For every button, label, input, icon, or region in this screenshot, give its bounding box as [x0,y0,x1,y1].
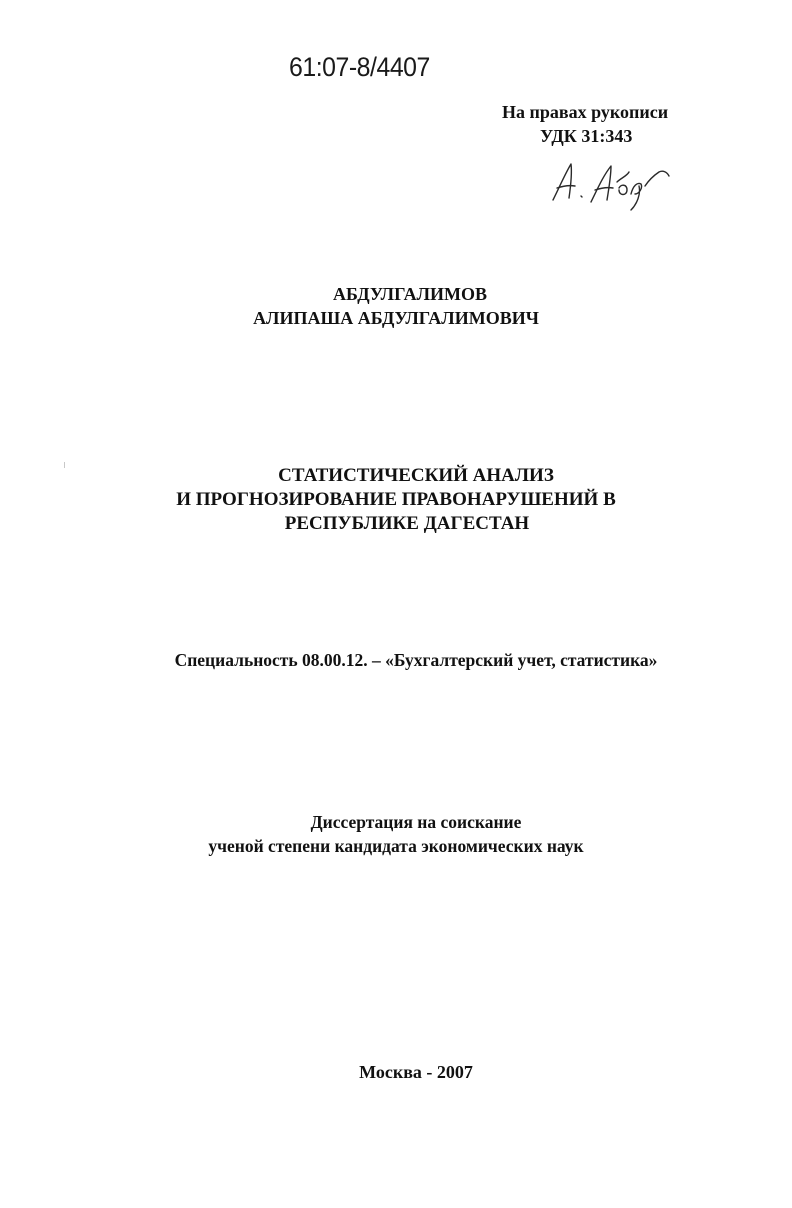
author-block [0,282,792,330]
author-surname: АБДУЛГАЛИМОВ [333,284,487,304]
udk-code: УДК 31:343 [540,126,633,146]
dissertation-title [0,464,792,536]
title-line-1: СТАТИСТИЧЕСКИЙ АНАЛИЗ [278,465,554,486]
archive-stamp-number: 61:07-8/4407 [289,52,430,82]
specialty-line: Специальность 08.00.12. – «Бухгалтерский учет, статистика» [174,650,658,670]
degree-line-2: ученой степени кандидата экономических наук [208,836,584,856]
author-name: АЛИПАША АБДУЛГАЛИМОВИЧ [253,308,539,328]
title-line-3: РЕСПУБЛИКЕ ДАГЕСТАН [284,513,530,534]
title-line-2: И ПРОГНОЗИРОВАНИЕ ПРАВОНАРУШЕНИЙ В [176,489,616,510]
handwritten-signature [545,158,675,213]
degree-statement [0,810,792,858]
degree-line-1: Диссертация на соискание [310,812,522,832]
manuscript-rights-label: На правах рукописи [502,102,669,122]
manuscript-rights-block [502,100,668,148]
city-year: Москва - 2007 [359,1062,473,1082]
